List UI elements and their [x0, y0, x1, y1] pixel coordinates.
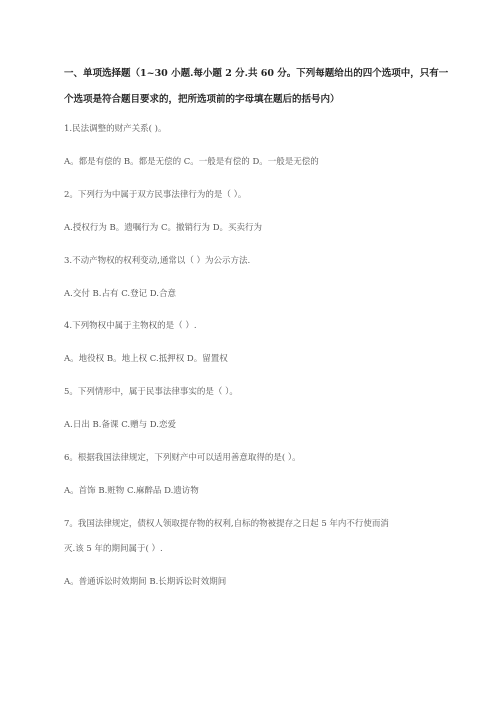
question-3-options: A.交付 B.占有 C.登记 D.合意 — [64, 289, 177, 299]
question-1-options: A。都是有偿的 B。都是无偿的 C。一般是有偿的 D。一般是无偿的 — [64, 157, 319, 167]
question-7-options: A。普通诉讼时效期间 B.长期诉讼时效期间 — [64, 577, 227, 587]
question-6-options: A。首饰 B.赃物 C.麻醉品 D.遗访物 — [64, 486, 199, 496]
section-heading-line-2: 个选项是符合题目要求的，把所选项前的字母填在题后的括号内） — [64, 94, 340, 105]
question-4-options: A。地役权 B。地上权 C.抵押权 D。留置权 — [64, 354, 228, 364]
question-7-stem-line-2: 灭.该 5 年的期间属于( ）. — [64, 544, 163, 554]
question-1-stem: 1.民法调整的财产关系( )。 — [64, 124, 167, 134]
question-2-options: A.授权行为 B。遗嘱行为 C。撤销行为 D。买卖行为 — [64, 223, 263, 233]
question-5-options: A.日出 B.备课 C.赠与 D.恋爱 — [64, 420, 177, 430]
section-heading-line-1: 一、单项选择题（1~30 小题.每小题 2 分.共 60 分。下列每题给出的四个选项中，只有一 — [64, 68, 449, 79]
question-6-stem: 6。根据我国法律规定，下列财产中可以适用善意取得的是( ）。 — [64, 453, 301, 463]
question-7-stem-line-1: 7。我国法律规定，债权人领取提存物的权利,自标的物被提存之日起 5 年内不行使而消 — [64, 519, 389, 529]
question-4-stem: 4.下列物权中属于主物权的是（ ）. — [64, 321, 197, 331]
question-2-stem: 2。下列行为中属于双方民事法律行为的是（ ）。 — [64, 190, 247, 200]
question-3-stem: 3.不动产物权的权利变动,通常以（ ）为公示方法. — [64, 256, 251, 266]
question-5-stem: 5。下列情形中，属于民事法律事实的是（ ）。 — [64, 387, 238, 397]
